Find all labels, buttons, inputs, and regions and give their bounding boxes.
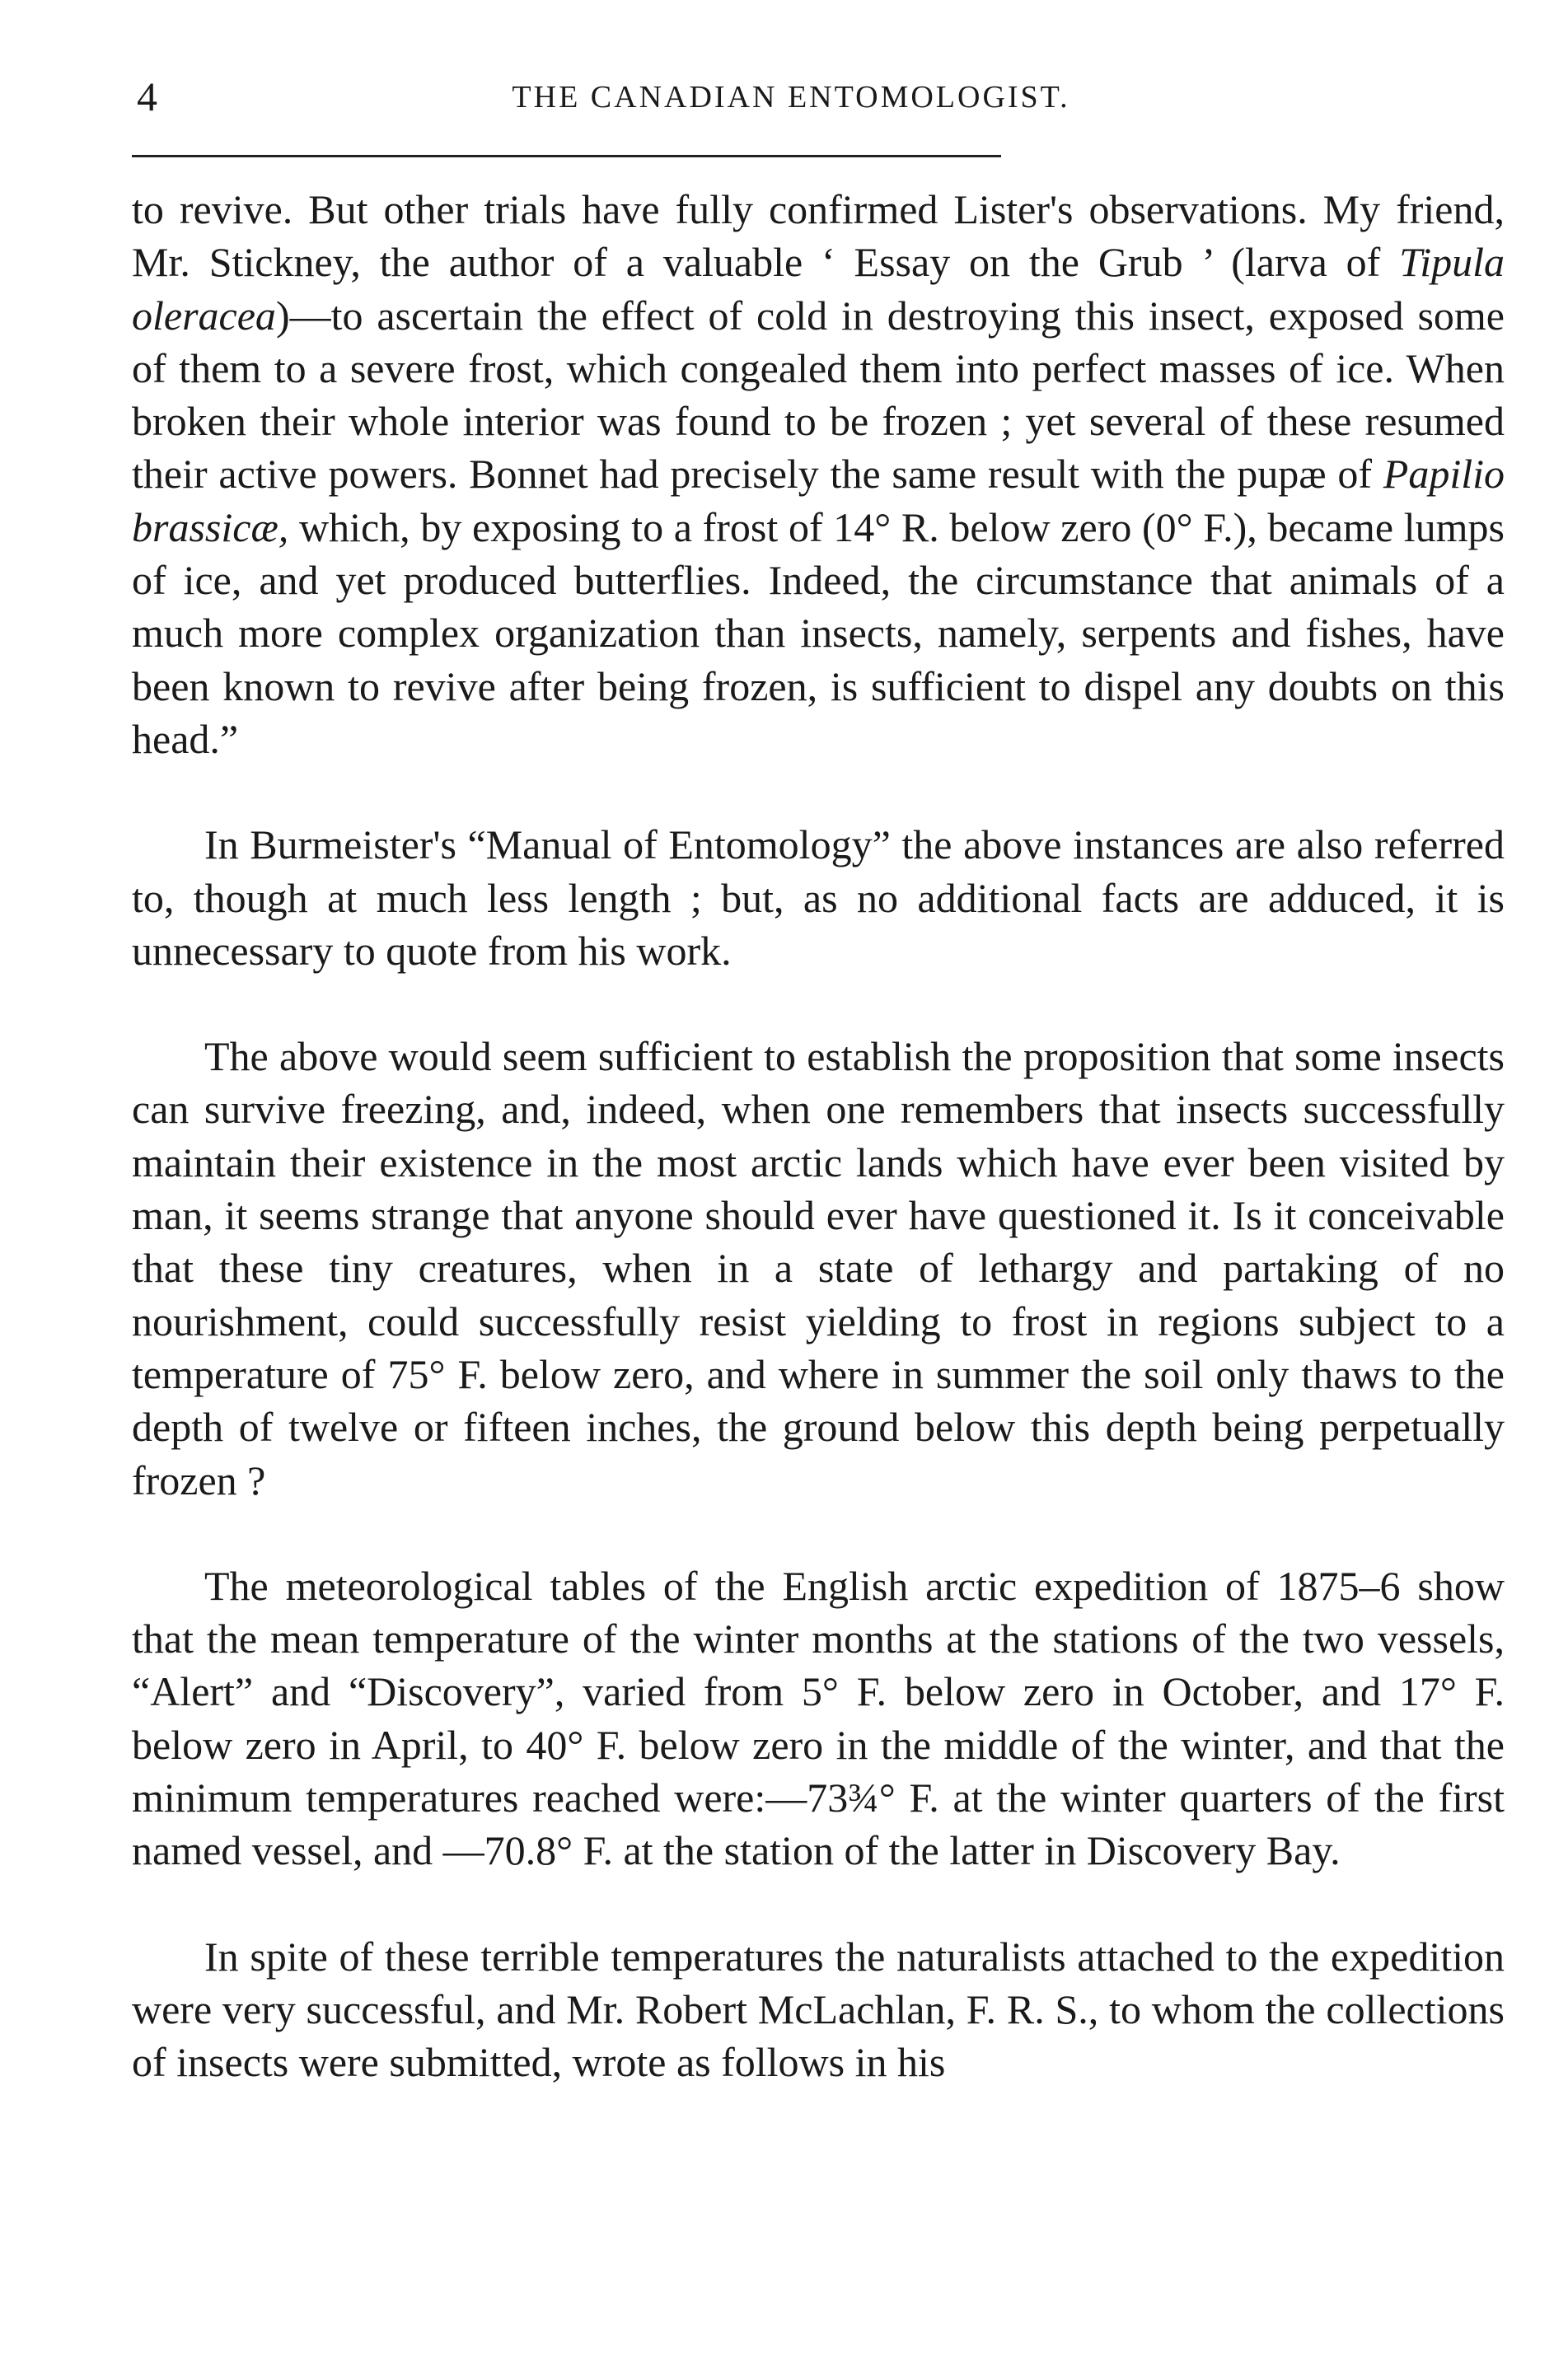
page-number: 4 — [137, 73, 157, 119]
paragraph-naturalists: In spite of these terrible temperatures the naturalists attached to the expedition were very successful, and Mr. Robert McLachlan, F. R. S., to whom the collections of insects were submitted, wrote as follows in his — [132, 1933, 1505, 2086]
header-rule — [132, 155, 1001, 157]
paragraph-proposition: The above would seem sufficient to establish the proposition that some insects can survive freezing, and, indeed, when one remembers that insects successfully maintain their existence in the most arctic lands which have ever been visited by man, it seems strange that anyone should ever have questioned it. Is it conceivable that these tiny creatures, when in a state of lethargy and partaking of no nourishment, could successfully resist yielding to frost in regions subject to a temperature of 75° F. below zero, and where in summer the soil only thaws to the depth of twelve or fifteen inches, the ground below this depth being perpetually frozen ? — [132, 1033, 1505, 1503]
running-head: THE CANADIAN ENTOMOLOGIST. — [512, 80, 1070, 115]
paragraph-meteorological: The meteorological tables of the English arctic expedition of 1875–6 show that the mean temperature of the winter months at the stations of the two vessels, “Alert” and “Discovery”, varied from 5° F. below zero in October, and 17° F. below zero in April, to 40° F. below zero in the middle of the winter, and that the minimum temperatures reached were:—73¾° F. at the winter quarters of the first named vessel, and —70.8° F. at the station of the latter in Discovery Bay. — [132, 1562, 1505, 1874]
italic-species-name: Tipula oleracea — [132, 239, 1505, 339]
page-header — [132, 68, 1450, 125]
paragraph-continuation: to revive. But other trials have fully confirmed Lister's observations. My friend, Mr. Stickney, the author of a valuable ‘ Essay on the Grub ’ (larva of Tipula oleracea)—to ascertain the effect of cold in destroying this insect, exposed some of them to a severe frost, which congealed them into perfect masses of ice. When broken their whole interior was found to be frozen ; yet several of these resumed their active powers. Bonnet had precisely the same result with the pupæ of Papilio brassicæ, which, by exposing to a frost of 14° R. below zero (0° F.), became lumps of ice, and yet produced butterflies. Indeed, the circumstance that animals of a much more complex organization than insects, namely, serpents and fishes, have been known to revive after being frozen, is sufficient to dispel any doubts on this head.” — [132, 186, 1505, 762]
paragraph-burmeister: In Burmeister's “Manual of Entomology” the above instances are also referred to, though at much less length ; but, as no additional facts are adduced, it is unnecessary to quote from his work. — [132, 821, 1505, 974]
italic-species-name: Papilio brassicæ, — [132, 451, 1505, 550]
body-text — [132, 183, 1505, 2142]
